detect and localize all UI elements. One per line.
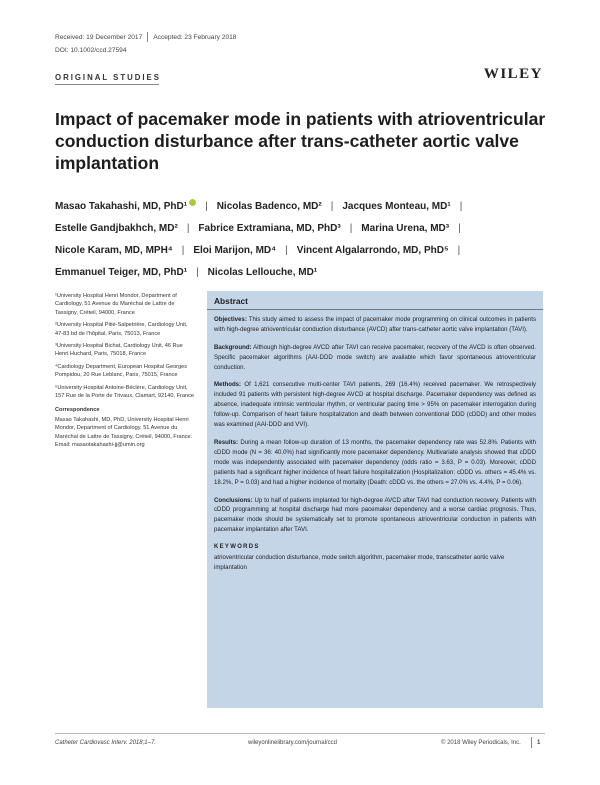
affiliation: ³University Hospital Bichat, Cardiology Unit, 46 Rue Henri Huchard, Paris, 75018, France	[55, 343, 183, 358]
author-separator: |	[196, 267, 199, 278]
article-title: Impact of pacemaker mode in patients with atrioventricular conduction disturbance after trans-catheter aortic valve implantation	[55, 109, 546, 173]
affiliation: ²University Hospital Pitié-Salpetrière, Cardiology Unit, 47-83 bd de l'hôpital, Paris, 75013, France	[55, 322, 188, 337]
author-line	[55, 262, 555, 284]
section-label: Background:	[214, 343, 252, 351]
keywords: atrioventricular conduction disturbance, mode switch algorithm, pacemaker mode, transcatheter aortic valve implantation	[214, 554, 505, 571]
author[interactable]: Vincent Algalarrondo, MD, PhD⁵	[296, 245, 449, 256]
divider	[531, 737, 532, 748]
author-separator: |	[285, 245, 288, 256]
author-separator: |	[349, 223, 353, 234]
author-separator: |	[181, 245, 185, 256]
author[interactable]: Fabrice Extramiana, MD, PhD³	[198, 223, 341, 234]
author[interactable]: Estelle Gandjbakhch, MD²	[55, 223, 178, 234]
correspondence-heading: Correspondence	[55, 407, 100, 414]
section-label: Conclusions:	[214, 496, 253, 504]
keywords-heading: KEYWORDS	[214, 544, 260, 551]
section-text: This study aimed to assess the impact of pacemaker mode programming on clinical outcomes in patients with high-degree atrioventricular conduction disturbance (AVCD) after trans-catheter aortic valve implantation (TAVI).	[214, 315, 536, 333]
author[interactable]: Masao Takahashi, MD, PhD¹	[55, 201, 188, 212]
accepted-date: Accepted: 23 February 2018	[153, 33, 237, 41]
copyright: © 2018 Wiley Periodicals, Inc.	[441, 740, 521, 746]
abstract-results	[214, 438, 536, 488]
author[interactable]: Marina Urena, MD³	[361, 223, 450, 234]
page-number: 1	[537, 740, 541, 746]
section-label: Methods:	[214, 381, 242, 389]
received-date: Received: 19 December 2017	[55, 33, 143, 41]
author-line	[55, 196, 555, 218]
author[interactable]: Jacques Monteau, MD¹	[342, 201, 451, 212]
divider	[147, 32, 148, 42]
author-separator: |	[457, 245, 461, 256]
section-text: Up to half of patients implanted for high-degree AVCD after TAVI had conduction recovery. Patients with cDDD programming at hospital discharge had more pacemaker dependency and a worse cardiac prognosis. Thus, pacemaker mode should be systematically set to promote spontaneous atrioventricular conduction in patients with pacemaker implantation after TAVI.	[214, 496, 536, 534]
section-text: During a mean follow-up duration of 13 months, the pacemaker dependency rate was 52.8%. Patients with cDDD mode (N = 36: 40.0%) had significantly more pacemaker dependency. Multivariate analysis showed that cDDD mode was independently associated with pacemaker dependency (odds ratio = 3.63, P = 0.03). Moreover, cDDD patients had a significant higher incidence of heart failure hospitalization (Hospitalization: cDDD vs. others = 45.4% vs. 18.2%, P = 0.03) and had a higher incidence of mortality (Death: cDDD vs. the others = 27.0% vs. 4.4%, P = 0.06).	[214, 438, 536, 486]
abstract-heading: Abstract	[214, 296, 248, 306]
author-line	[55, 240, 555, 262]
abstract-box	[207, 291, 543, 708]
publisher-logo: WILEY	[483, 66, 543, 82]
correspondence-text: Masao Takahashi, MD, PhD, University Hospital Henri Mondor, Department of Cardiology, 51 Avenue du Maréchal de Lattre de Tassigny, Créteil, 94000, France. Email: masaotakahashi-jj@umin.org	[55, 416, 193, 449]
affiliations	[55, 292, 197, 454]
affiliation: ⁴Cardiology Department, European Hospital Georges Pompidou, 20 Rue Leblanc, Paris, 75015, France	[55, 363, 188, 379]
affiliation: ⁵University Hospital Antoine-Béclère, Cardiology Unit, 157 Rue de la Porte de Trivaux, Clamart, 92140, France	[55, 384, 194, 400]
author-separator: |	[459, 201, 463, 212]
abstract-rule	[207, 309, 543, 310]
author-separator: |	[186, 223, 190, 234]
journal-citation: Catheter Cardiovasc Interv. 2018;1–7.	[55, 740, 156, 746]
author-separator: |	[205, 201, 208, 212]
section-text: Of 1,621 consecutive multi-center TAVI patients, 269 (16.4%) received pacemaker. We retrospectively included 91 patients with persistent high-degree AVCD at hospital discharge. Pacemaker dependency was defined as absence, inadequate intrinsic ventricular rhythm, or ventricular pacing time > 95% on pacemaker interrogation during follow-up. Comparison of heart failure hospitalization and death between conventional DDD (cDDD) and other modes was examined (AAI-DDD and VVI).	[214, 381, 536, 429]
abstract-objectives	[214, 315, 536, 335]
article-dates	[55, 32, 236, 42]
journal-url[interactable]: wileyonlinelibrary.com/journal/ccd	[248, 740, 337, 746]
section-label: Objectives:	[214, 315, 247, 323]
section-label: ORIGINAL STUDIES	[55, 73, 161, 82]
author-list	[55, 196, 555, 284]
section-rule	[55, 84, 159, 85]
abstract-methods	[214, 380, 536, 430]
author-separator: |	[458, 223, 461, 234]
author[interactable]: Nicolas Lellouche, MD¹	[207, 267, 318, 278]
author[interactable]: Eloi Marijon, MD⁴	[193, 245, 277, 256]
section-text: Although high-degree AVCD after TAVI can receive pacemaker, recovery of the AVCD is often observed. Specific pacemaker algorithms (AAI-DDD mode switch) are available which favor spontaneous atrioventricular conduction.	[214, 343, 536, 371]
footer-rule	[55, 733, 545, 734]
author[interactable]: Nicolas Badenco, MD²	[216, 201, 322, 212]
author-line	[55, 218, 555, 240]
section-label: Results:	[214, 438, 239, 446]
orcid-icon[interactable]	[189, 199, 196, 206]
affiliation: ¹University Hospital Henri Mondor, Department of Cardiology, 51 Avenue du Maréchal de Lattre de Tassigny, Créteil, 94000, France	[55, 293, 177, 316]
author[interactable]: Emmanuel Teiger, MD, PhD¹	[55, 267, 188, 278]
doi[interactable]: DOI: 10.1002/ccd.27594	[55, 47, 127, 54]
author[interactable]: Nicole Karam, MD, MPH⁴	[55, 245, 173, 256]
author-separator: |	[330, 201, 334, 212]
abstract-background	[214, 343, 536, 373]
abstract-conclusions	[214, 496, 536, 536]
